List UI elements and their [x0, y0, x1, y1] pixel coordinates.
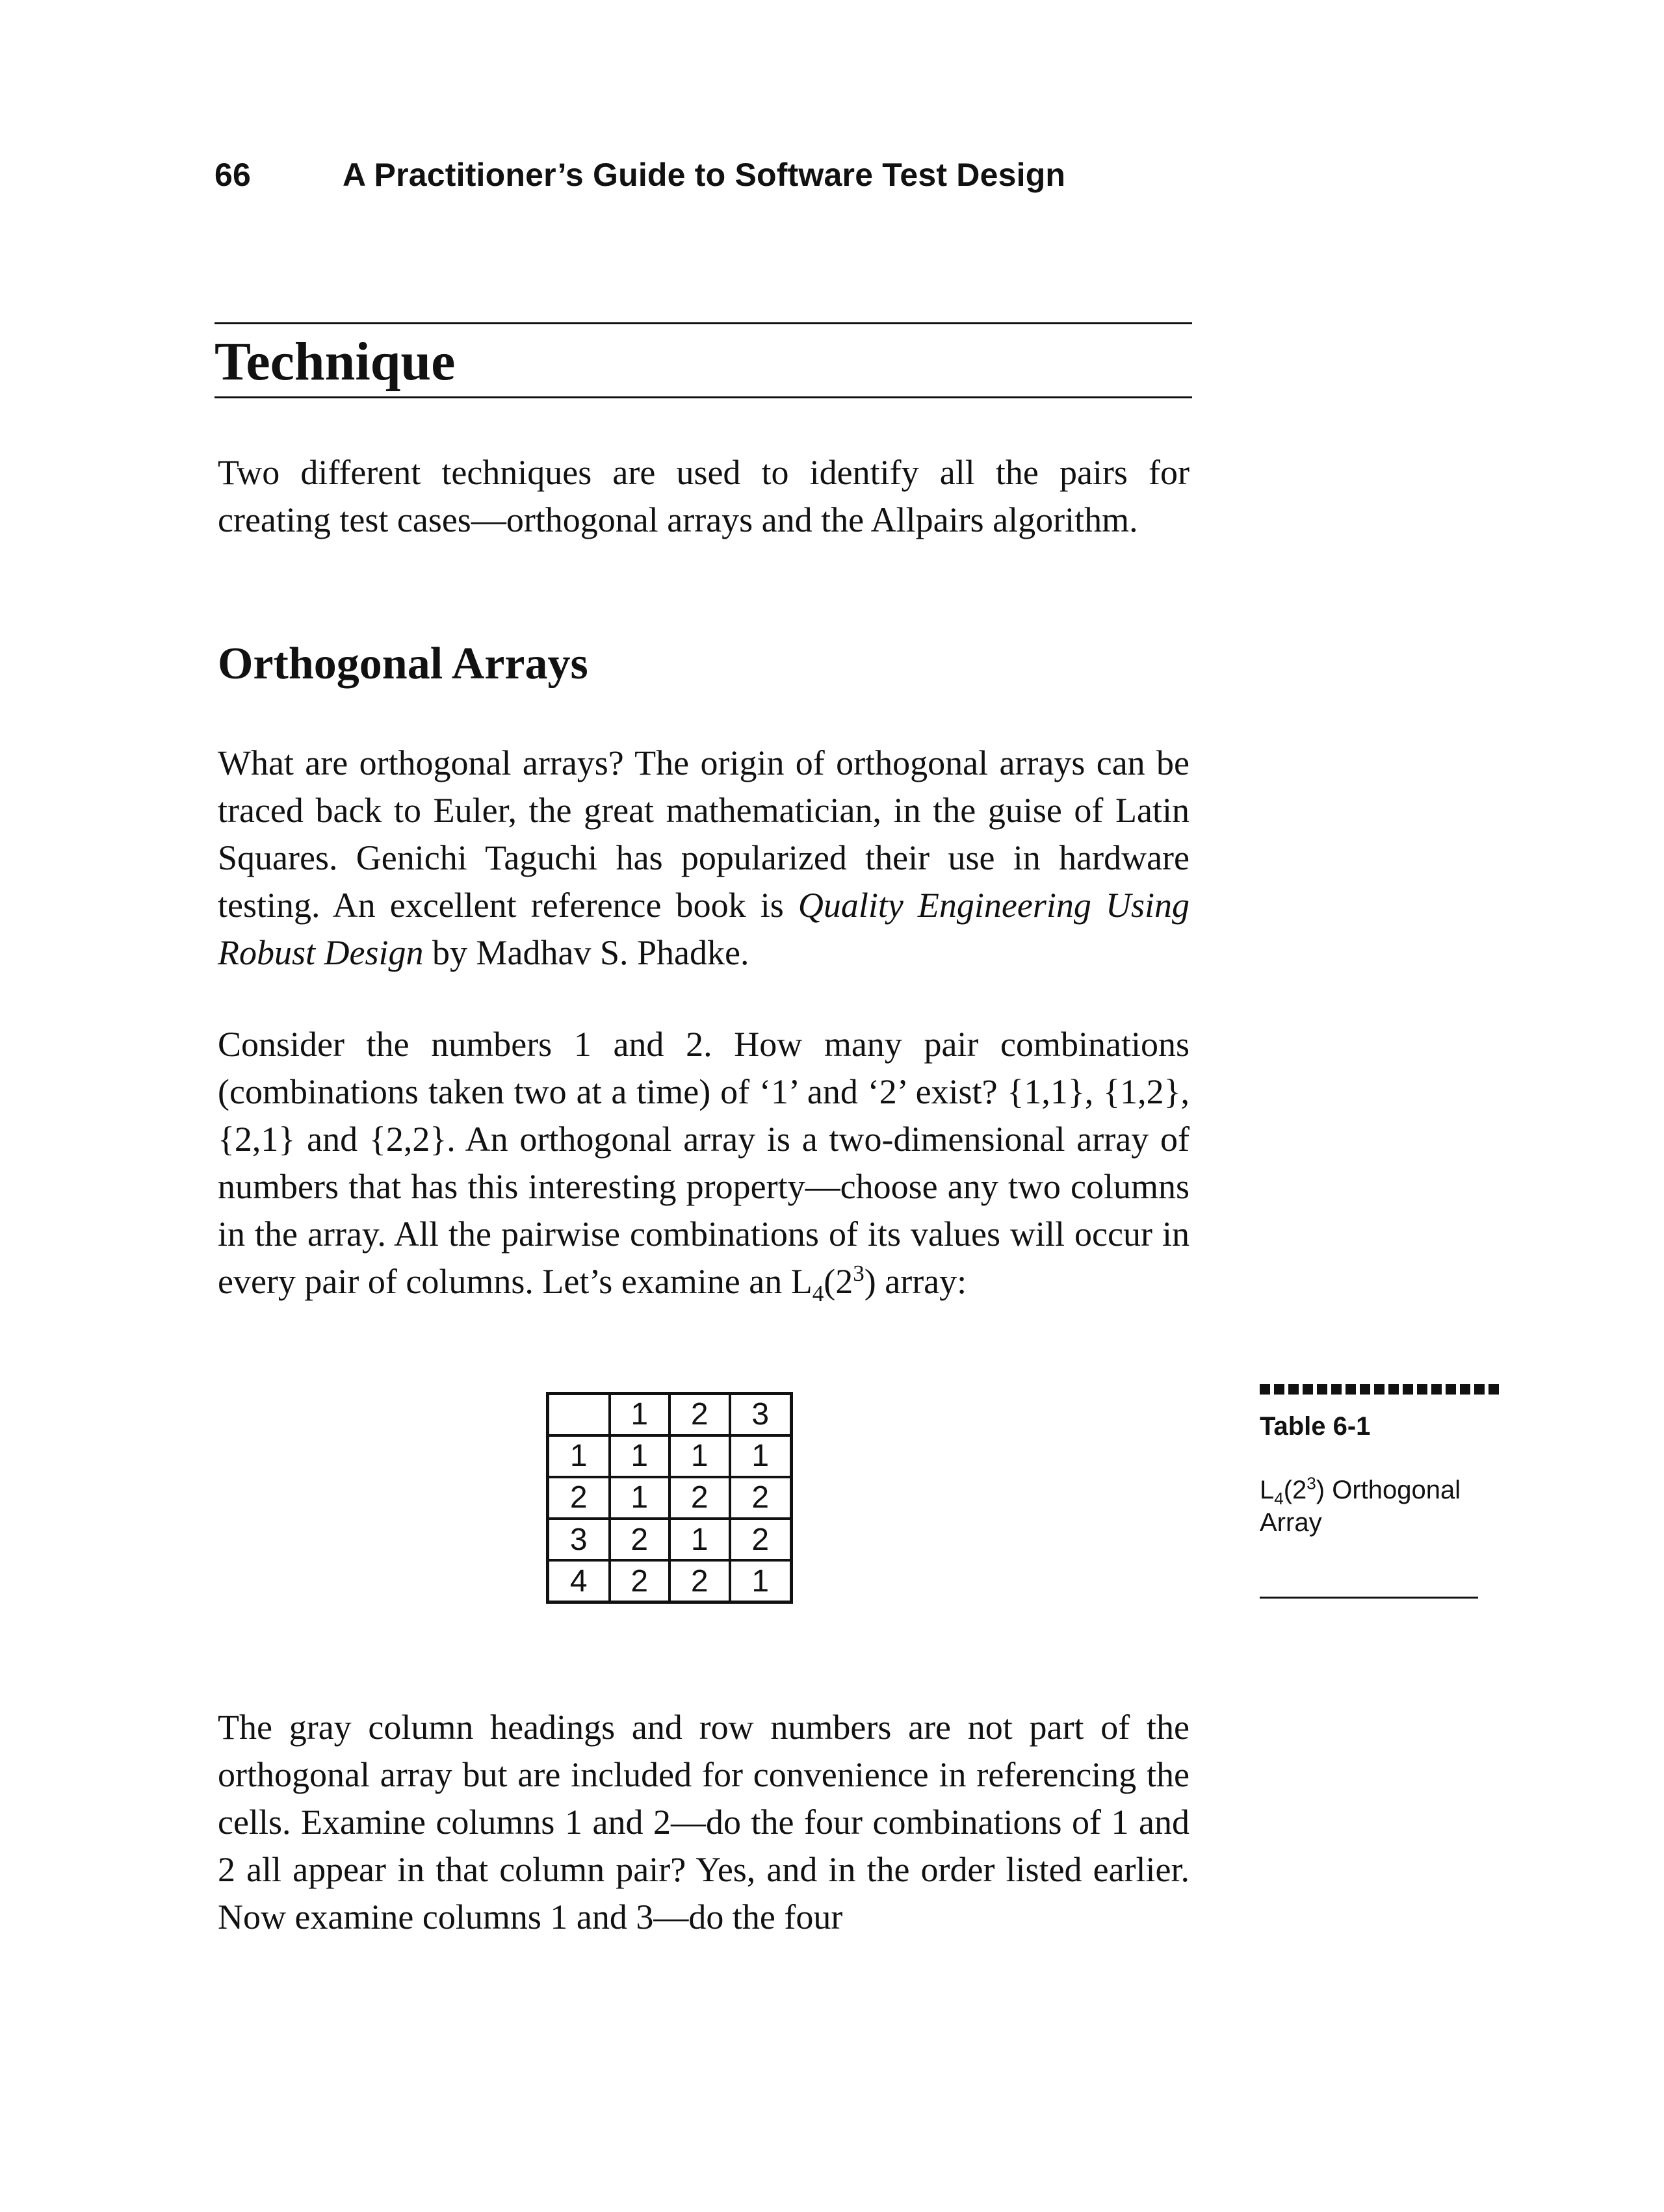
- table-cell: 2: [610, 1519, 670, 1560]
- column-heading: [549, 1395, 610, 1435]
- table-cell: 1: [670, 1435, 730, 1477]
- table-cell: 1: [670, 1519, 730, 1560]
- row-number: 4: [549, 1560, 610, 1601]
- book-reference-title: Quality Engineering Using Robust Design: [218, 886, 1190, 972]
- page-number: 66: [214, 157, 252, 193]
- table-cell: 2: [670, 1560, 730, 1601]
- section-rule-top: [214, 322, 1192, 324]
- row-number: 2: [549, 1477, 610, 1519]
- table-row: [549, 1519, 790, 1560]
- row-number: 1: [549, 1435, 610, 1477]
- table-cell: 2: [610, 1560, 670, 1601]
- section-title: Technique: [214, 331, 456, 392]
- table-cell: 1: [730, 1435, 790, 1477]
- table-cell: 1: [610, 1435, 670, 1477]
- table-header-row: [549, 1395, 790, 1435]
- column-heading: 1: [610, 1395, 670, 1435]
- section-rule-bottom: [214, 396, 1192, 398]
- paragraph-origin: [218, 739, 1190, 977]
- row-number: 3: [549, 1519, 610, 1560]
- paragraph-intro: Two different techniques are used to identify all the pairs for creating test cases—orthogonal arrays and the Allpairs algorithm.: [218, 453, 1190, 539]
- paragraph-pairs-mid: (2: [824, 1262, 853, 1301]
- paragraph-pairs-end: ) array:: [864, 1262, 967, 1301]
- paragraph-pairs: [218, 1021, 1190, 1305]
- column-heading: 3: [730, 1395, 790, 1435]
- paragraph-pairs-text: Consider the numbers 1 and 2. How many pair combinations (combinations taken two at a time) of ‘1’ and ‘2’ exist? {1,1}, {1,2}, {2,1} and {2,2}. An orthogonal array is a two-dimensional array of numbers that has this interesting property—choose any two columns in the array. All the pairwise combinations of its values will occur in every pair of columns. Let’s examine an L: [218, 1025, 1190, 1301]
- paragraph-origin-text: What are orthogonal arrays? The origin of orthogonal arrays can be traced back to Euler, the great mathematician, in the guise of Latin Squares. Genichi Taguchi has popularized their use in hardware testing. An excellent reference book is: [218, 743, 1190, 925]
- table-cell: 2: [730, 1519, 790, 1560]
- table-row: [549, 1560, 790, 1601]
- table-caption-label: Table 6-1: [1260, 1412, 1371, 1441]
- table-cell: 2: [730, 1477, 790, 1519]
- running-header: [214, 156, 1065, 194]
- subheading-orthogonal-arrays: Orthogonal Arrays: [218, 639, 588, 689]
- table-cell: 1: [610, 1477, 670, 1519]
- caption-dotted-rule: [1260, 1384, 1500, 1395]
- orthogonal-array-table: [546, 1392, 793, 1604]
- table-row: [549, 1435, 790, 1477]
- table-row: [549, 1477, 790, 1519]
- caption-bottom-rule: [1260, 1597, 1478, 1599]
- superscript-3: 3: [853, 1261, 864, 1286]
- paragraph-examine: The gray column headings and row numbers are not part of the orthogonal array but are included for convenience in referencing the cells. Examine columns 1 and 2—do the four combinations of 1 and 2 all appear in that column pair? Yes, and in the order listed earlier. Now examine columns 1 and 3—do the four: [218, 1708, 1190, 1936]
- book-title: A Practitioner’s Guide to Software Test Design: [343, 157, 1066, 193]
- table-cell: 1: [730, 1560, 790, 1601]
- table-cell: 2: [670, 1477, 730, 1519]
- column-heading: 2: [670, 1395, 730, 1435]
- subscript-4: 4: [812, 1280, 824, 1306]
- paragraph-origin-author: by Madhav S. Phadke.: [423, 933, 749, 972]
- table-caption-text: $L_4(2^3)$ Orthogonal Array: [1260, 1473, 1461, 1537]
